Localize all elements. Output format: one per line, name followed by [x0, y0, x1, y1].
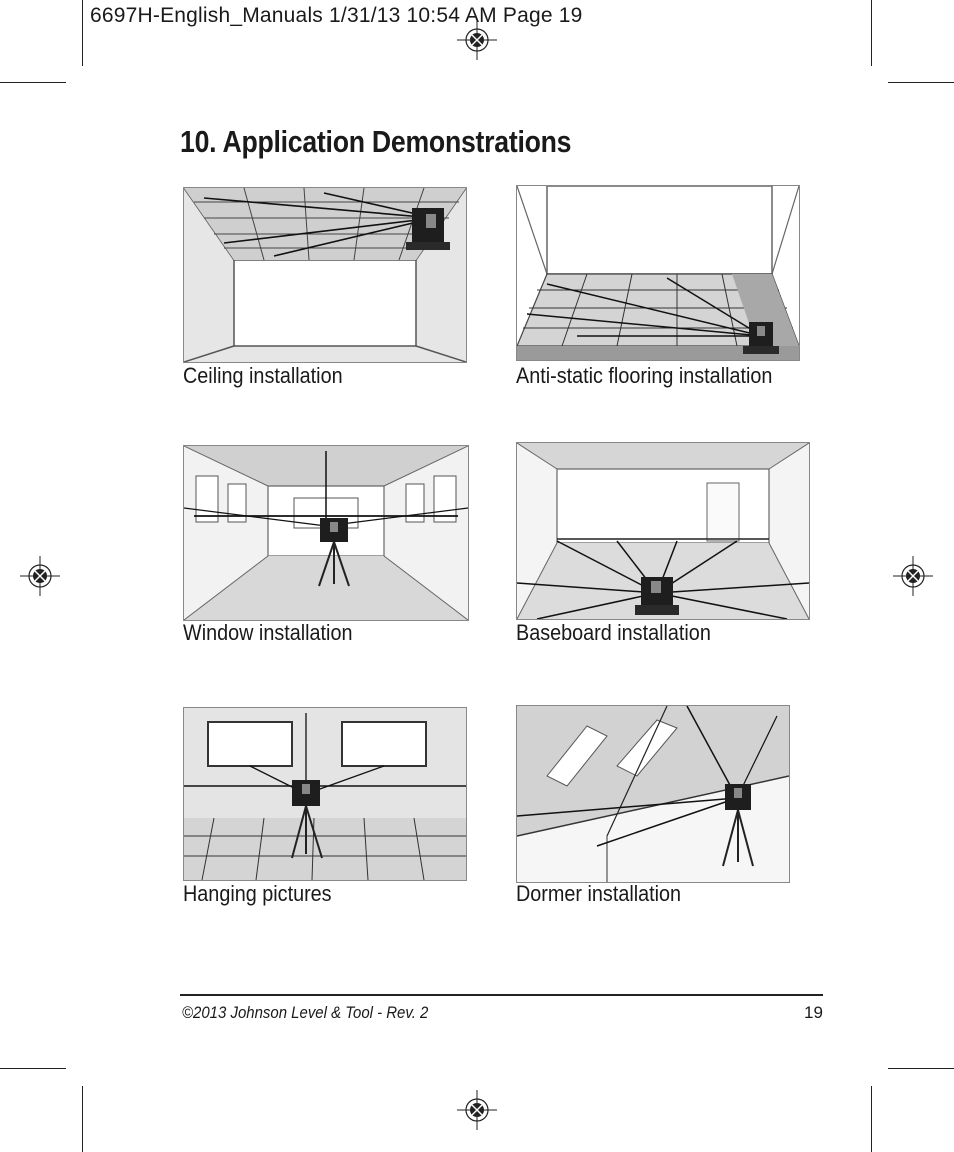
flooring-illustration [516, 185, 800, 361]
footer-copyright: ©2013 Johnson Level & Tool - Rev. 2 [182, 1003, 429, 1022]
figure-caption: Window installation [183, 620, 353, 645]
crop-mark-top-right-h [888, 82, 954, 83]
page-number: 19 [804, 1003, 823, 1022]
crop-mark-bottom-left-h [0, 1068, 66, 1069]
figure-caption: Ceiling installation [183, 363, 343, 388]
baseboard-illustration [516, 442, 810, 620]
registration-mark-icon [457, 20, 497, 60]
figure-caption: Anti-static flooring installation [516, 363, 773, 388]
footer-rule [180, 994, 823, 996]
page-title: 10. Application Demonstrations [180, 124, 572, 159]
crop-mark-top-left-v [82, 0, 83, 66]
crop-mark-bottom-right-v [871, 1086, 872, 1152]
window-illustration [183, 445, 469, 621]
crop-mark-bottom-right-h [888, 1068, 954, 1069]
dormer-illustration [516, 705, 790, 883]
registration-mark-icon [20, 556, 60, 596]
figure-caption: Hanging pictures [183, 881, 332, 906]
registration-mark-icon [893, 556, 933, 596]
figure-caption: Dormer installation [516, 881, 682, 906]
registration-mark-icon [457, 1090, 497, 1130]
print-slug: 6697H-English_Manuals 1/31/13 10:54 AM Page 19 [90, 4, 583, 27]
figure-caption: Baseboard installation [516, 620, 711, 645]
pictures-illustration [183, 707, 467, 881]
crop-mark-top-right-v [871, 0, 872, 66]
ceiling-illustration [183, 187, 467, 363]
crop-mark-top-left-h [0, 82, 66, 83]
crop-mark-bottom-left-v [82, 1086, 83, 1152]
